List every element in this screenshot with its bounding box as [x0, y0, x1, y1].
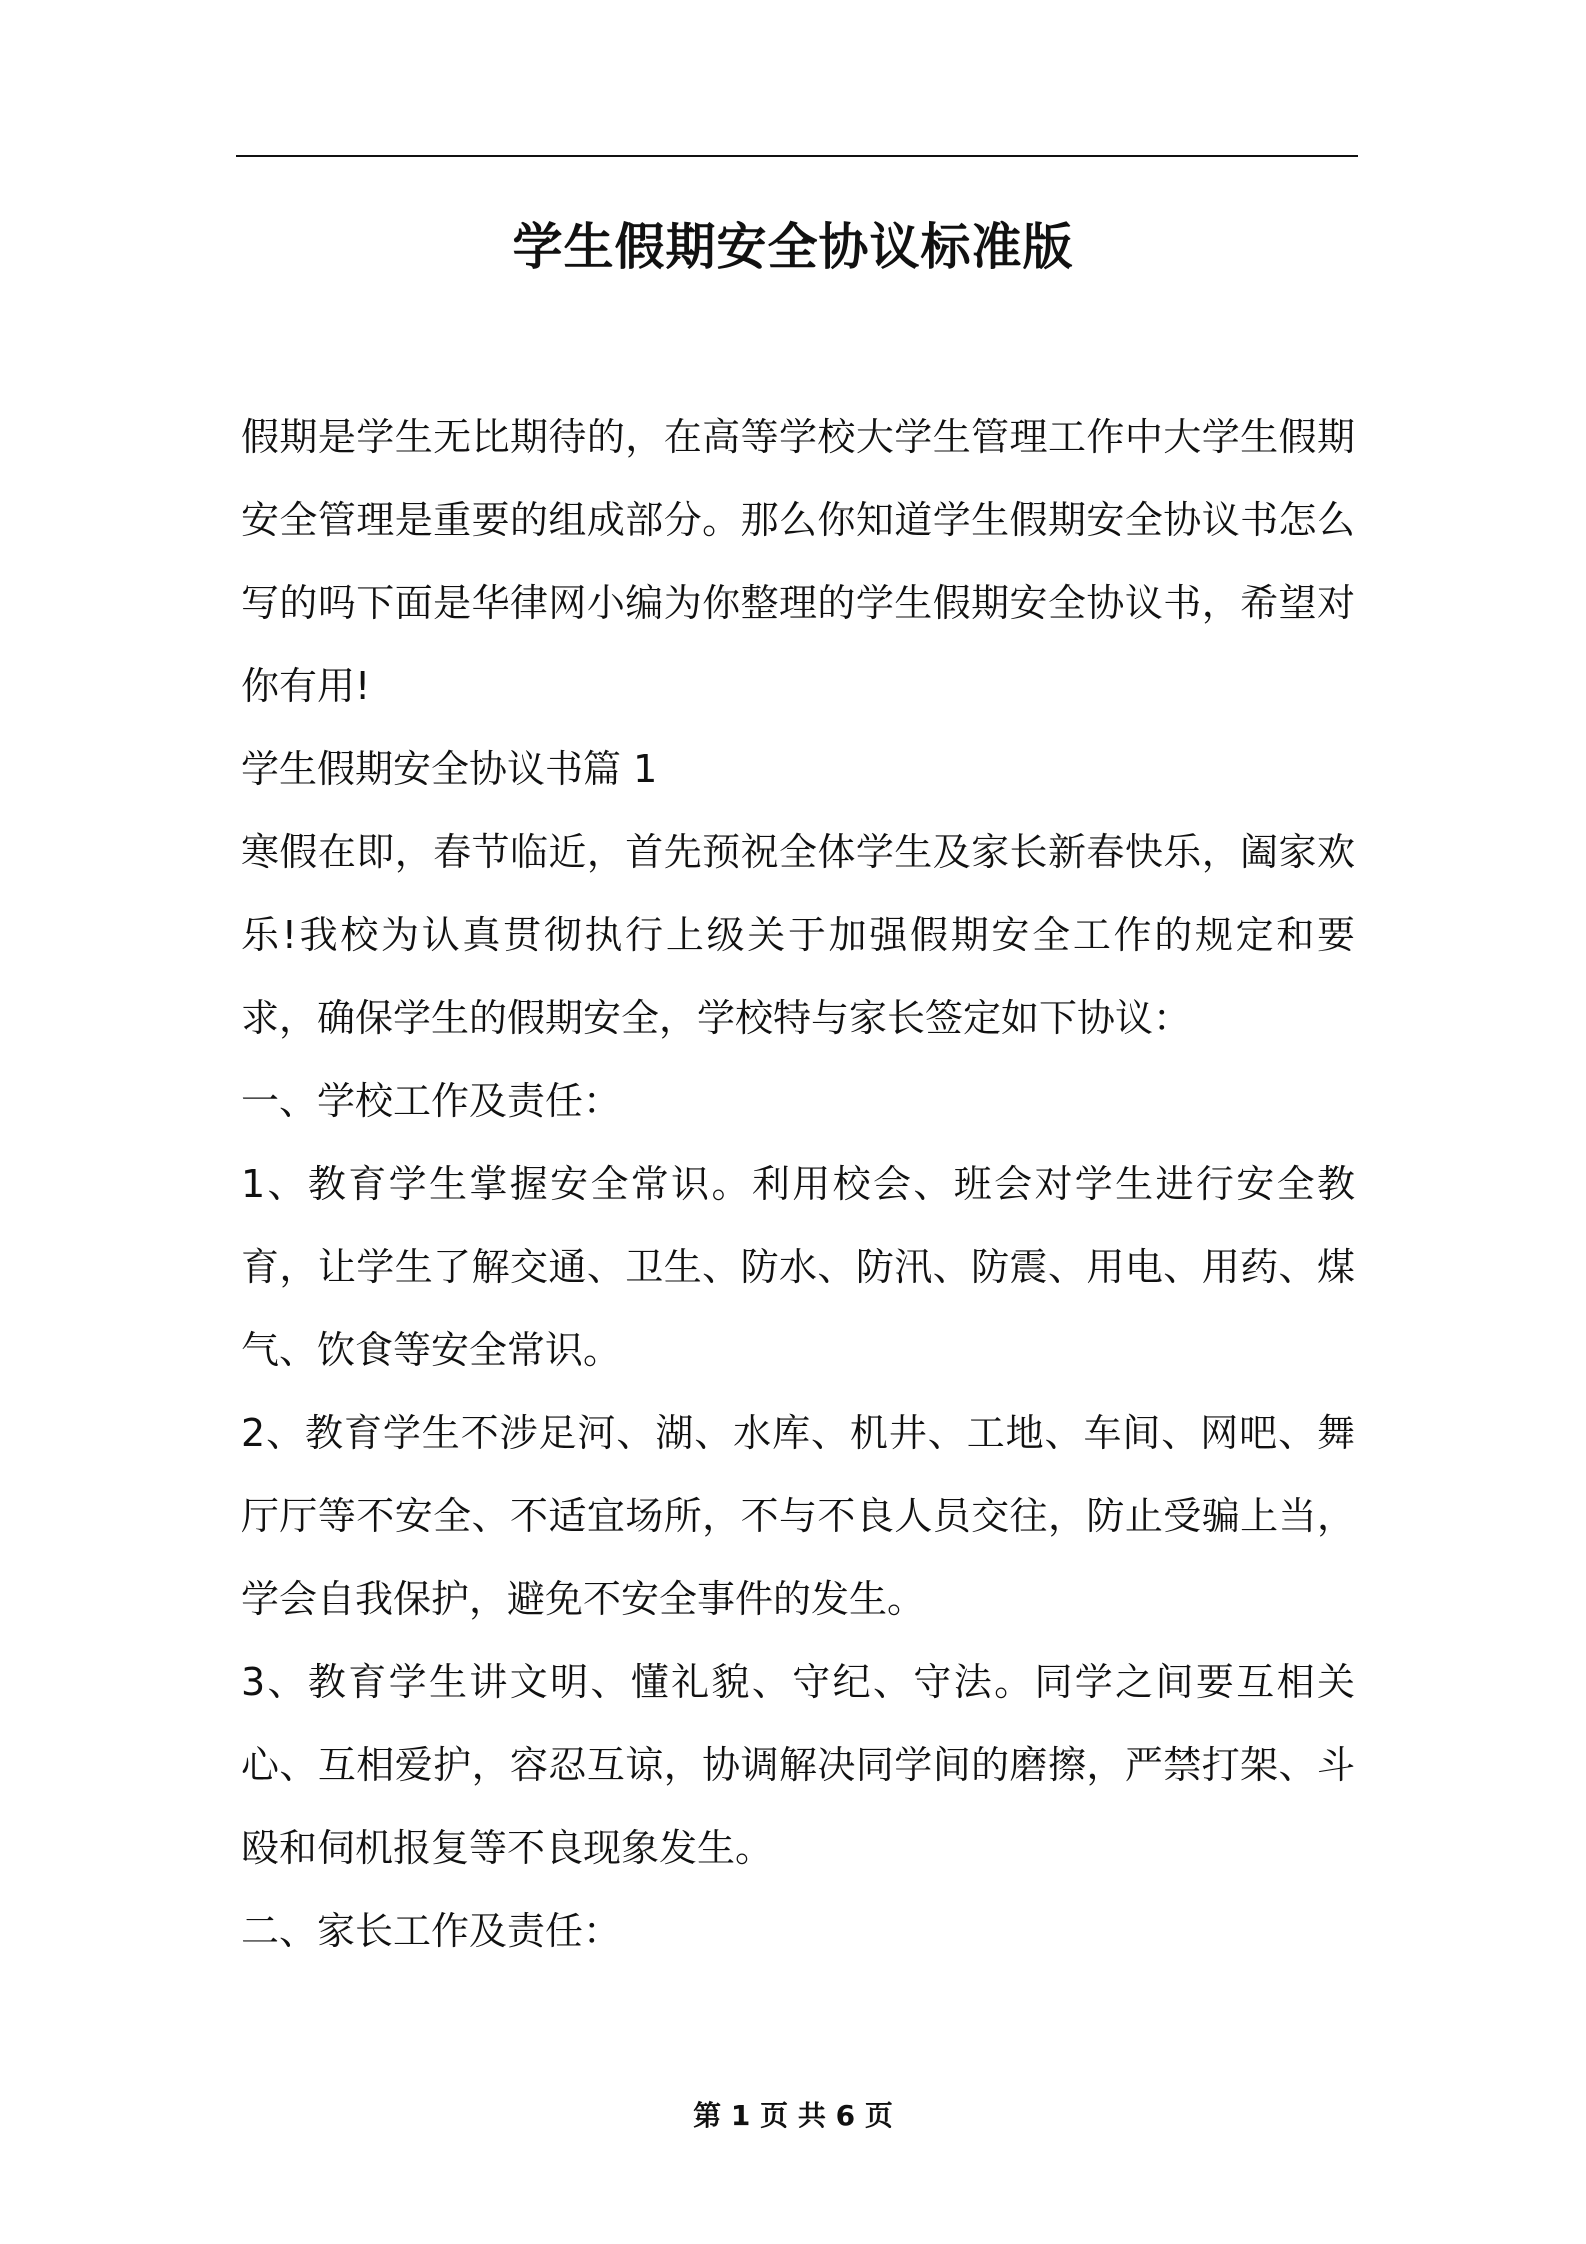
intro-paragraph: 假期是学生无比期待的，在高等学校大学生管理工作中大学生假期安全管理是重要的组成部分。那么你知道学生假期安全协议书怎么写的吗下面是华律网小编为你整理的学生假期安全协议书，希望对你有用!	[241, 415, 1355, 708]
parent-duties-heading: 二、家长工作及责任：	[241, 1909, 622, 1953]
clause-3: 3、教育学生讲文明、懂礼貌、守纪、守法。同学之间要互相关心、互相爱护，容忍互谅，协调解决同学间的磨擦，严禁打架、斗殴和伺机报复等不良现象发生。	[241, 1660, 1355, 1870]
preamble-paragraph: 寒假在即，春节临近，首先预祝全体学生及家长新春快乐，阖家欢乐!我校为认真贯彻执行上级关于加强假期安全工作的规定和要求，确保学生的假期安全，学校特与家长签定如下协议：	[241, 830, 1355, 1040]
page-number: 第 1 页 共 6 页	[693, 2099, 893, 2132]
clause-1: 1、教育学生掌握安全常识。利用校会、班会对学生进行安全教育，让学生了解交通、卫生、防水、防汛、防震、用电、用药、煤气、饮食等安全常识。	[241, 1162, 1355, 1372]
clause-2: 2、教育学生不涉足河、湖、水库、机井、工地、车间、网吧、舞厅厅等不安全、不适宜场所，不与不良人员交往，防止受骗上当，学会自我保护，避免不安全事件的发生。	[241, 1411, 1355, 1621]
section-heading: 学生假期安全协议书篇 1	[241, 747, 658, 791]
school-duties-heading: 一、学校工作及责任：	[241, 1079, 622, 1123]
header-rule	[236, 155, 1358, 157]
document-title: 学生假期安全协议标准版	[512, 218, 1074, 276]
document-body	[241, 396, 1355, 1973]
